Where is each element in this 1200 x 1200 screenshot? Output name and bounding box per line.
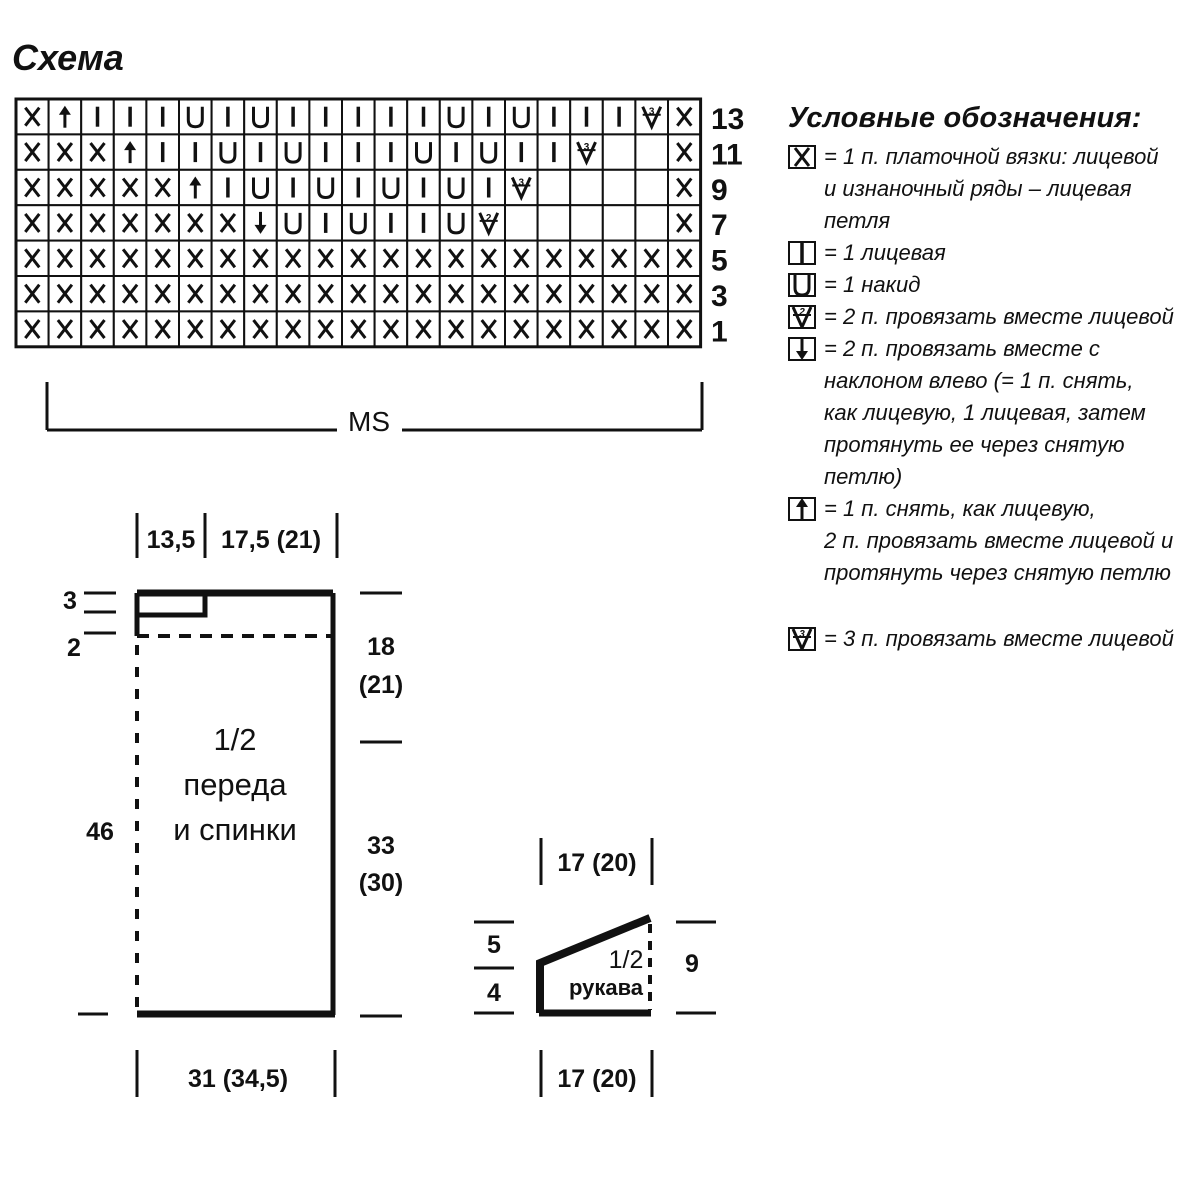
- chart-cell-empty: [603, 170, 636, 205]
- chart-cell-garter-x: [179, 205, 212, 240]
- body-top-left-dim: 13,5: [146, 526, 196, 554]
- legend-item-sk2p: [788, 493, 1193, 589]
- chart-cell-garter-x: [603, 241, 636, 276]
- body-lower-dim-2: (30): [358, 869, 404, 897]
- chart-cell-empty: [635, 134, 668, 169]
- chart-cell-garter-x: [81, 170, 114, 205]
- chart-cell-garter-x: [146, 276, 179, 311]
- chart-cell-k3tog: [505, 170, 538, 205]
- chart-cell-garter-x: [179, 241, 212, 276]
- chart-cell-sk2p: [179, 170, 212, 205]
- chart-cell-garter-x: [407, 241, 440, 276]
- chart-cell-empty: [505, 205, 538, 240]
- chart-cell-garter-x: [603, 276, 636, 311]
- chart-cell-knit: [407, 99, 440, 134]
- chart-cell-yarn-over: [309, 170, 342, 205]
- chart-cell-garter-x: [49, 311, 82, 346]
- chart-cell-garter-x: [114, 241, 147, 276]
- legend-item-knit: [788, 237, 1193, 269]
- chart-cell-garter-x: [244, 276, 277, 311]
- body-armhole-dim-2: (21): [358, 671, 404, 699]
- chart-cell-garter-x: [440, 241, 473, 276]
- chart-cell-garter-x: [668, 276, 701, 311]
- chart-cell-garter-x: [81, 205, 114, 240]
- chart-cell-garter-x: [342, 241, 375, 276]
- legend-items: [788, 141, 1193, 655]
- chart-cell-empty: [538, 170, 571, 205]
- chart-cell-garter-x: [81, 276, 114, 311]
- sleeve-label-line2: рукава: [568, 975, 644, 1000]
- chart-cell-k3tog: [635, 99, 668, 134]
- legend-item-text: = 2 п. провязать вместе с наклоном влево (= 1 п. снять, как лицевую, 1 лицевая, затем протянуть ее через снятую петлю): [824, 336, 1146, 489]
- chart-cell-garter-x: [212, 241, 245, 276]
- chart-cell-garter-x: [49, 276, 82, 311]
- chart-cell-garter-x: [309, 241, 342, 276]
- chart-cell-garter-x: [407, 276, 440, 311]
- chart-cell-garter-x: [49, 241, 82, 276]
- legend: [788, 102, 1193, 655]
- chart-cell-knit: [309, 134, 342, 169]
- chart-cell-knit: [538, 134, 571, 169]
- chart-cell-knit: [472, 99, 505, 134]
- chart-cell-garter-x: [570, 311, 603, 346]
- chart-cell-knit: [244, 134, 277, 169]
- body-left-mark-2: 2: [67, 634, 81, 662]
- chart-cell-empty: [603, 205, 636, 240]
- chart-cell-garter-x: [309, 276, 342, 311]
- chart-cell-garter-x: [179, 311, 212, 346]
- chart-cell-garter-x: [146, 205, 179, 240]
- chart-cell-empty: [570, 205, 603, 240]
- row-label: 1: [711, 315, 728, 349]
- chart-cell-garter-x: [342, 311, 375, 346]
- chart-cell-yarn-over: [244, 170, 277, 205]
- chart-cell-garter-x: [146, 170, 179, 205]
- chart-cell-garter-x: [114, 276, 147, 311]
- chart-cell-empty: [635, 170, 668, 205]
- chart-cell-garter-x: [668, 205, 701, 240]
- body-height-dim: 46: [86, 818, 114, 846]
- body-top-right-dim: 17,5 (21): [220, 526, 322, 554]
- legend-item-text: = 1 п. снять, как лицевую, 2 п. провязать вместе лицевой и протянуть через снятую петлю: [824, 496, 1174, 585]
- chart-cell-garter-x: [114, 205, 147, 240]
- chart-cell-garter-x: [635, 241, 668, 276]
- chart-cell-garter-x: [244, 241, 277, 276]
- stitch-chart: [16, 99, 701, 347]
- legend-item-text: = 3 п. провязать вместе лицевой: [824, 626, 1174, 651]
- chart-cell-garter-x: [16, 170, 49, 205]
- body-piece-schematic: [63, 513, 403, 1097]
- chart-cell-knit: [342, 99, 375, 134]
- chart-cell-knit: [212, 99, 245, 134]
- legend-item-yarn-over: [788, 269, 1193, 301]
- chart-cell-garter-x: [49, 205, 82, 240]
- chart-cell-yarn-over: [244, 99, 277, 134]
- chart-cell-garter-x: [49, 134, 82, 169]
- k2tog-icon: [788, 305, 818, 329]
- legend-item-ssk: [788, 333, 1193, 493]
- chart-cell-garter-x: [668, 170, 701, 205]
- sleeve-left-dim-top: 5: [487, 931, 501, 959]
- chart-cell-garter-x: [16, 311, 49, 346]
- chart-cell-yarn-over: [277, 205, 310, 240]
- chart-title: Схема: [12, 37, 124, 78]
- legend-item-garter-x: [788, 141, 1193, 237]
- chart-cell-garter-x: [16, 99, 49, 134]
- chart-cell-knit: [277, 170, 310, 205]
- legend-item-text: = 1 накид: [824, 272, 921, 297]
- chart-cell-garter-x: [81, 241, 114, 276]
- chart-cell-garter-x: [16, 134, 49, 169]
- chart-cell-knit: [342, 170, 375, 205]
- sk2p-icon: [788, 497, 818, 521]
- legend-item-k3tog: [788, 623, 1193, 655]
- chart-cell-sk2p: [49, 99, 82, 134]
- stitch-chart-row-labels: [711, 103, 744, 348]
- chart-cell-yarn-over: [212, 134, 245, 169]
- chart-cell-yarn-over: [277, 134, 310, 169]
- chart-cell-knit: [603, 99, 636, 134]
- chart-cell-knit: [472, 170, 505, 205]
- chart-cell-yarn-over: [342, 205, 375, 240]
- chart-cell-garter-x: [81, 134, 114, 169]
- chart-cell-garter-x: [668, 99, 701, 134]
- chart-cell-garter-x: [212, 311, 245, 346]
- sleeve-top-dim: 17 (20): [557, 849, 637, 877]
- k3tog-icon: [788, 627, 818, 651]
- chart-cell-garter-x: [81, 311, 114, 346]
- chart-cell-garter-x: [603, 311, 636, 346]
- chart-cell-knit: [114, 99, 147, 134]
- chart-cell-garter-x: [538, 276, 571, 311]
- svg-text:3: 3: [518, 177, 525, 189]
- chart-cell-garter-x: [440, 311, 473, 346]
- chart-cell-garter-x: [668, 311, 701, 346]
- chart-cell-garter-x: [538, 241, 571, 276]
- chart-cell-garter-x: [212, 205, 245, 240]
- chart-cell-empty: [635, 205, 668, 240]
- row-label: 5: [711, 244, 728, 278]
- chart-cell-garter-x: [472, 241, 505, 276]
- chart-cell-garter-x: [635, 311, 668, 346]
- repeat-bracket: [47, 382, 702, 437]
- chart-cell-knit: [81, 99, 114, 134]
- chart-cell-yarn-over: [179, 99, 212, 134]
- svg-text:3: 3: [648, 106, 655, 118]
- chart-cell-garter-x: [635, 276, 668, 311]
- chart-cell-yarn-over: [440, 170, 473, 205]
- chart-cell-garter-x: [570, 241, 603, 276]
- chart-cell-yarn-over: [407, 134, 440, 169]
- legend-item-text: = 2 п. провязать вместе лицевой: [824, 304, 1174, 329]
- chart-cell-knit: [146, 99, 179, 134]
- chart-cell-knit: [212, 170, 245, 205]
- chart-cell-yarn-over: [440, 205, 473, 240]
- chart-cell-empty: [570, 170, 603, 205]
- legend-title: Условные обозначения:: [788, 102, 1142, 134]
- sleeve-piece-schematic: [474, 838, 716, 1097]
- chart-cell-yarn-over: [440, 99, 473, 134]
- chart-cell-garter-x: [244, 311, 277, 346]
- chart-cell-k3tog: [570, 134, 603, 169]
- sleeve-bottom-dim: 17 (20): [557, 1065, 637, 1093]
- chart-cell-garter-x: [277, 241, 310, 276]
- chart-cell-garter-x: [375, 311, 408, 346]
- chart-cell-knit: [342, 134, 375, 169]
- body-label-line3: и спинки: [173, 812, 297, 847]
- body-armhole-dim-1: 18: [367, 633, 395, 661]
- row-label: 13: [711, 103, 745, 136]
- svg-text:2: 2: [799, 307, 805, 318]
- chart-cell-knit: [179, 134, 212, 169]
- legend-item-text: = 1 п. платочной вязки: лицевой и изнаночный ряды – лицевая петля: [824, 144, 1159, 233]
- sleeve-left-dim-bottom: 4: [487, 979, 501, 1007]
- chart-cell-garter-x: [538, 311, 571, 346]
- row-label: 3: [711, 280, 728, 313]
- chart-cell-garter-x: [375, 276, 408, 311]
- chart-cell-yarn-over: [472, 134, 505, 169]
- chart-cell-knit: [375, 99, 408, 134]
- chart-cell-ssk: [244, 205, 277, 240]
- chart-cell-yarn-over: [375, 170, 408, 205]
- chart-cell-garter-x: [505, 311, 538, 346]
- chart-cell-garter-x: [407, 311, 440, 346]
- chart-cell-garter-x: [570, 276, 603, 311]
- chart-cell-garter-x: [114, 170, 147, 205]
- chart-cell-knit: [309, 99, 342, 134]
- chart-cell-garter-x: [375, 241, 408, 276]
- chart-cell-knit: [375, 205, 408, 240]
- body-bottom-dim: 31 (34,5): [187, 1065, 289, 1093]
- row-label: 11: [711, 138, 743, 172]
- chart-cell-garter-x: [277, 276, 310, 311]
- chart-cell-garter-x: [472, 311, 505, 346]
- chart-cell-garter-x: [277, 311, 310, 346]
- body-left-mark-3: 3: [63, 587, 77, 615]
- chart-cell-garter-x: [179, 276, 212, 311]
- chart-cell-garter-x: [16, 241, 49, 276]
- body-lower-dim-1: 33: [367, 832, 395, 860]
- chart-cell-knit: [407, 205, 440, 240]
- chart-cell-knit: [505, 134, 538, 169]
- chart-cell-garter-x: [505, 276, 538, 311]
- chart-cell-knit: [277, 99, 310, 134]
- chart-cell-garter-x: [472, 276, 505, 311]
- chart-cell-knit: [146, 134, 179, 169]
- chart-cell-garter-x: [440, 276, 473, 311]
- chart-cell-garter-x: [114, 311, 147, 346]
- knit-icon: [788, 241, 818, 265]
- chart-cell-knit: [375, 134, 408, 169]
- chart-cell-garter-x: [668, 241, 701, 276]
- chart-cell-garter-x: [146, 311, 179, 346]
- chart-cell-knit: [570, 99, 603, 134]
- chart-cell-knit: [407, 170, 440, 205]
- chart-cell-garter-x: [342, 276, 375, 311]
- chart-cell-garter-x: [146, 241, 179, 276]
- chart-cell-garter-x: [16, 276, 49, 311]
- chart-cell-knit: [440, 134, 473, 169]
- chart-cell-yarn-over: [505, 99, 538, 134]
- chart-cell-garter-x: [212, 276, 245, 311]
- chart-cell-garter-x: [505, 241, 538, 276]
- chart-cell-knit: [538, 99, 571, 134]
- row-label: 7: [711, 209, 728, 243]
- ssk-icon: [788, 337, 818, 361]
- chart-cell-garter-x: [49, 170, 82, 205]
- svg-text:3: 3: [583, 142, 590, 154]
- garter-x-icon: [788, 145, 818, 169]
- row-label: 9: [711, 173, 728, 207]
- chart-cell-empty: [538, 205, 571, 240]
- legend-item-k2tog: [788, 301, 1193, 333]
- chart-cell-garter-x: [309, 311, 342, 346]
- chart-cell-k2tog: [472, 205, 505, 240]
- chart-cell-sk2p: [114, 134, 147, 169]
- chart-cell-knit: [309, 205, 342, 240]
- yarn-over-icon: [788, 273, 818, 297]
- sleeve-right-dim: 9: [685, 950, 699, 978]
- repeat-label: MS: [348, 406, 390, 437]
- chart-cell-garter-x: [668, 134, 701, 169]
- body-label-line1: 1/2: [213, 722, 257, 757]
- body-label-line2: переда: [183, 767, 287, 802]
- sleeve-label-line1: 1/2: [608, 946, 644, 974]
- chart-cell-empty: [603, 134, 636, 169]
- legend-item-text: = 1 лицевая: [824, 240, 946, 265]
- chart-cell-garter-x: [16, 205, 49, 240]
- svg-text:2: 2: [485, 212, 492, 224]
- svg-text:3: 3: [799, 629, 805, 640]
